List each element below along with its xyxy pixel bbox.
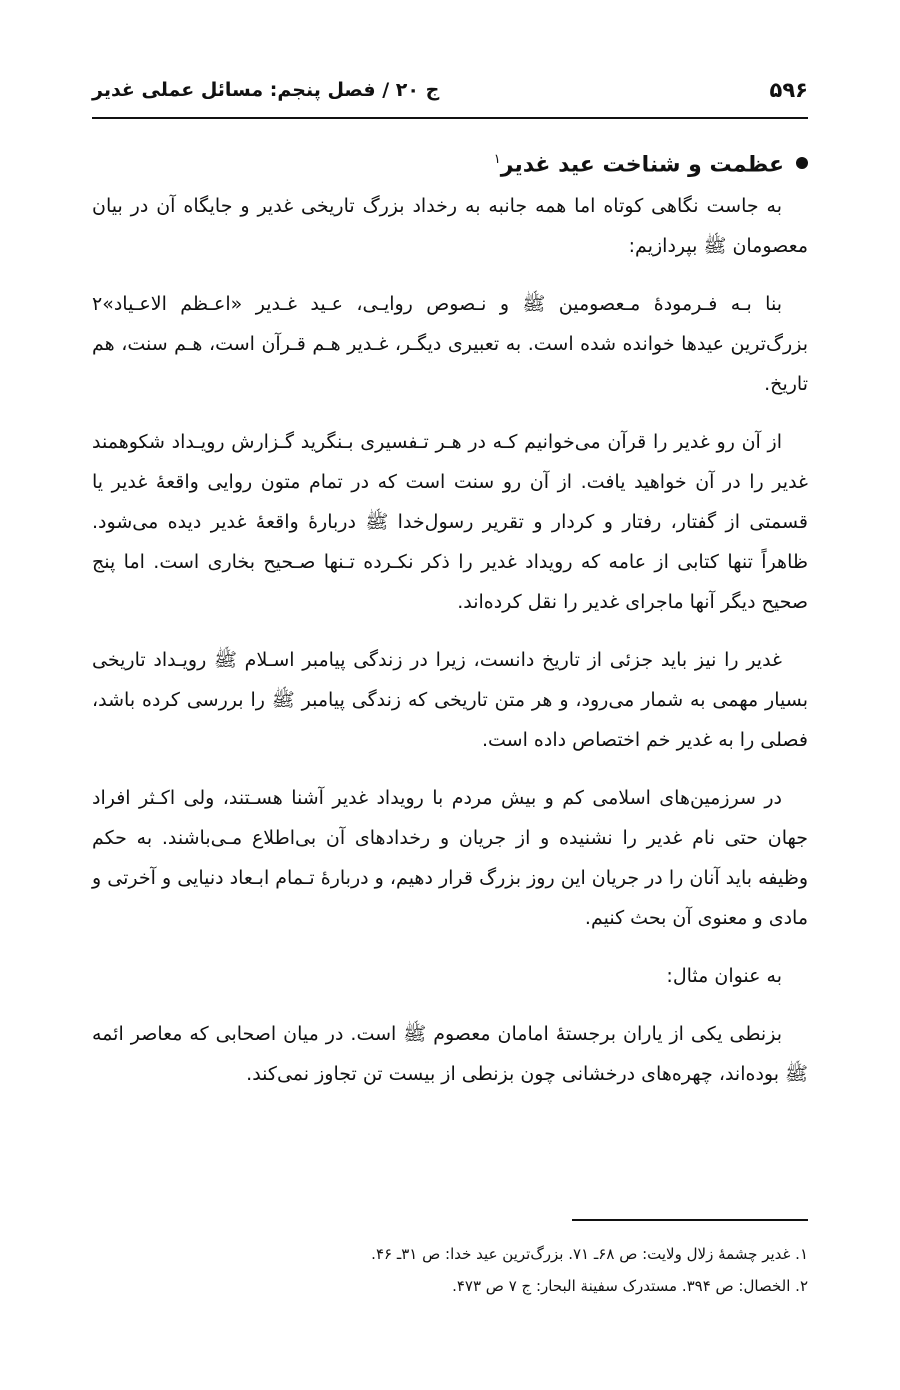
paragraph: در سرزمین‌های اسلامی کم و بیش مردم با رویداد غدیر آشنا هسـتند، ولی اکـثر افراد جهان حتی نام غدیر را نشنیده و از جریان و رخدادهای آن بی‌اطلاع مـی‌باشند. به حکم وظیفه باید آنان را در جریان این روز بزرگ قرار دهیم، و دربارهٔ تـمام ابـعاد دنیایی و آخرتی و مادی و معنوی آن بحث کنیم. xyxy=(92,787,808,929)
paragraph: غدیر را نیز باید جزئی از تاریخ دانست، زیرا در زندگی پیامبر اسـلام ﷺ رویـداد تاریخی بسیار مهمی به شمار می‌رود، و هر متن تاریخی که زندگی پیامبر ﷺ را بررسی کرده باشد، فصلی را به غدیر خم اختصاص داده است. xyxy=(92,649,808,751)
running-title: ج ۲۰ / فصل پنجم: مسائل عملی غدیر xyxy=(92,79,440,101)
footnote-mark: ۱ xyxy=(493,152,501,167)
footnote: ۲. الخصال: ص ۳۹۴. مستدرک سفینة البحار: ج ۷ ص ۴۷۳. xyxy=(452,1277,808,1295)
bullet-icon xyxy=(796,157,808,169)
footnotes xyxy=(92,1238,808,1302)
header-rule xyxy=(92,117,808,119)
page-header xyxy=(92,68,808,112)
footnote: ۱. غدیر چشمهٔ زلال ولایت: ص ۶۸ـ ۷۱. بزرگ‌ترین عید خدا: ص ۳۱ـ ۴۶. xyxy=(371,1245,808,1263)
paragraph: به جاست نگاهی کوتاه اما همه جانبه به رخداد بزرگ تاریخی غدیر و جایگاه آن در بیان معصومان ﷺ بپردازیم: xyxy=(92,195,808,257)
paragraph: از آن رو غدیر را قرآن می‌خوانیم کـه در هـر تـفسیری بـنگرید گـزارش رویـداد شکوهمند غدیر را در آن خواهید یافت. از آن رو سنت است که در تمام متون روایی واقعهٔ غدیر یا قسمتی از گفتار، رفتار و کردار و تقریر رسول‌خدا ﷺ دربارهٔ واقعهٔ غدیر دیده می‌شود. ظاهراً تنها کتابی از عامه که رویداد غدیر را ذکر نکـرده تـنها صـحیح بخاری است. اما پنج صحیح دیگر آنها ماجرای غدیر را نقل کرده‌اند. xyxy=(92,431,808,613)
paragraph: بنا بـه فـرمودهٔ مـعصومین ﷺ و نـصوص روایـی، عـید غـدیر «اعـظم الاعـیاد»۲ بزرگ‌ترین عیدها خوانده شده است. به تعبیری دیگـر، غـدیر هـم قـرآن است، هـم سنت، هم تاریخ. xyxy=(92,293,808,395)
paragraph: بزنطی یکی از یاران برجستهٔ امامان معصوم ﷺ است. در میان اصحابی که معاصر ائمه ﷺ بوده‌اند، چهره‌های درخشانی چون بزنطی از بیست تن تجاوز نمی‌کند. xyxy=(92,1023,808,1085)
book-page xyxy=(92,0,808,1390)
section-title: عظمت و شناخت عید غدیر xyxy=(500,152,784,178)
section-heading xyxy=(92,140,808,185)
body-text xyxy=(92,186,808,1112)
paragraph: به عنوان مثال: xyxy=(666,965,782,987)
page-number: ۵۹۶ xyxy=(769,78,808,102)
footnote-rule xyxy=(572,1219,808,1221)
